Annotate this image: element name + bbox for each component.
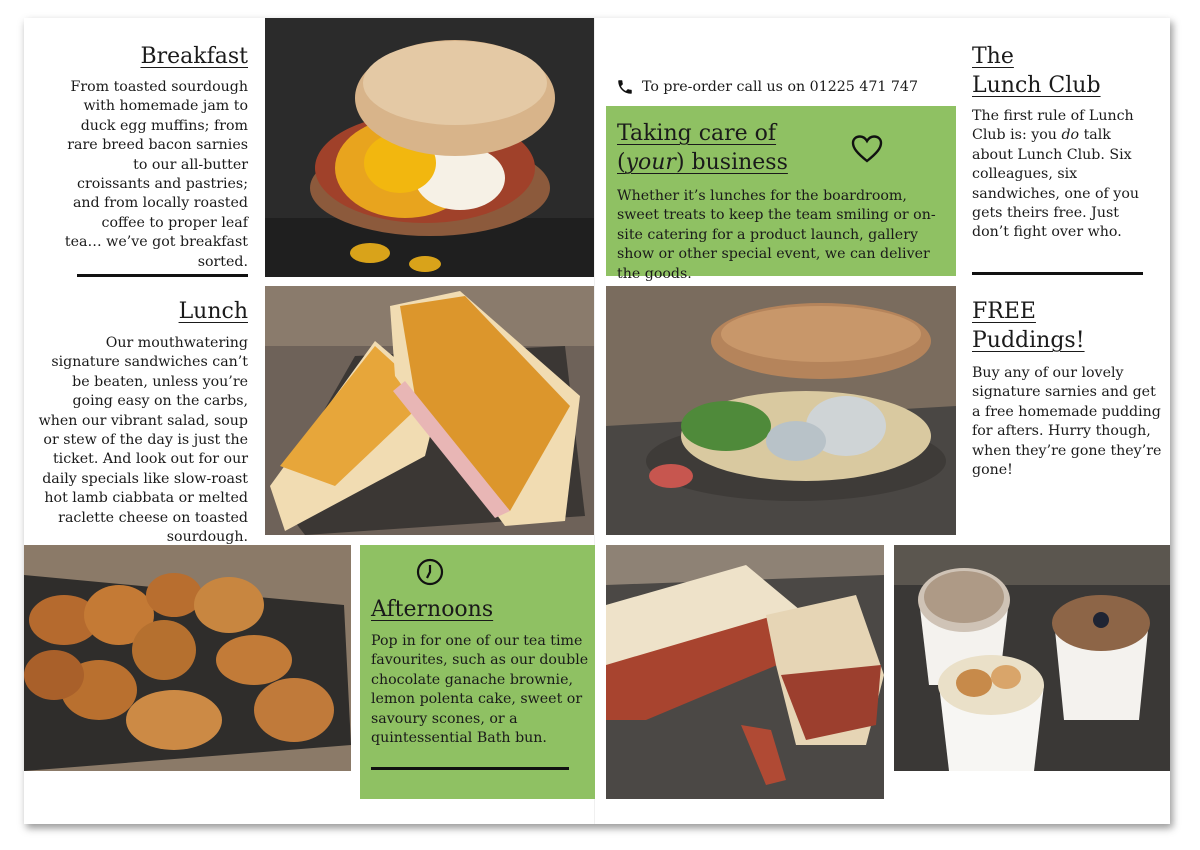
bacon-sandwich-photo <box>606 545 884 799</box>
puddings-body: Buy any of our lovely signature sarnies and get a free homemade pudding for afters. Hurry though, when they’re gone they’re gone! <box>972 365 1162 479</box>
business-body: Whether it’s lunches for the boardroom, sweet treats to keep the team smiling or on-site catering for a product launch, gallery show or other special event, we can deliver the goods. <box>617 188 936 282</box>
business-panel <box>606 106 956 282</box>
lunch-club-body: The first rule of Lunch Club is: you do talk about Lunch Club. Six colleagues, six sandwiches, one of you gets theirs free. Just don’t fight over who. <box>972 108 1140 241</box>
breakfast-divider <box>77 274 248 277</box>
lunch-club-heading: The Lunch Club <box>972 44 1101 98</box>
afternoons-body: Pop in for one of our tea time favourites, such as our double chocolate ganache brownie, lemon polenta cake, sweet or savoury scones, or a quintessential Bath bun. <box>371 633 589 747</box>
pastries-photo <box>24 545 351 771</box>
breakfast-heading: Breakfast <box>140 44 248 69</box>
desserts-photo <box>894 545 1170 771</box>
lunch-heading: Lunch <box>178 299 248 324</box>
puddings-heading: FREE Puddings! <box>972 299 1085 353</box>
heart-icon <box>850 134 884 164</box>
blue-cheese-sandwich-photo <box>606 286 956 535</box>
lunch-club-divider <box>972 272 1143 275</box>
egg-muffin-photo <box>265 18 594 277</box>
lunch-body: Our mouthwatering signature sandwiches can’t be beaten, unless you’re going easy on the carbs, when our vibrant salad, soup or stew of the day is just the ticket. And look out for our daily specials like slow-roast hot lamb ciabbata or melted raclette cheese on toasted sourdough. <box>38 335 248 546</box>
afternoons-panel <box>360 545 595 799</box>
business-heading: Taking care of (your) business <box>617 121 788 175</box>
breakfast-body: From toasted sourdough with homemade jam to duck egg muffins; from rare breed bacon sarnies to our all-butter croissants and pastries; and from locally roasted coffee to proper leaf tea… we’ve got breakfast sorted. <box>64 79 248 270</box>
clock-icon <box>416 558 444 586</box>
phone-icon <box>616 78 634 96</box>
afternoons-heading: Afternoons <box>371 597 494 622</box>
preorder-text: To pre-order call us on 01225 471 747 <box>642 79 918 95</box>
brochure-spread <box>24 18 1170 824</box>
afternoons-divider <box>371 767 569 770</box>
croque-sandwich-photo <box>265 286 594 535</box>
